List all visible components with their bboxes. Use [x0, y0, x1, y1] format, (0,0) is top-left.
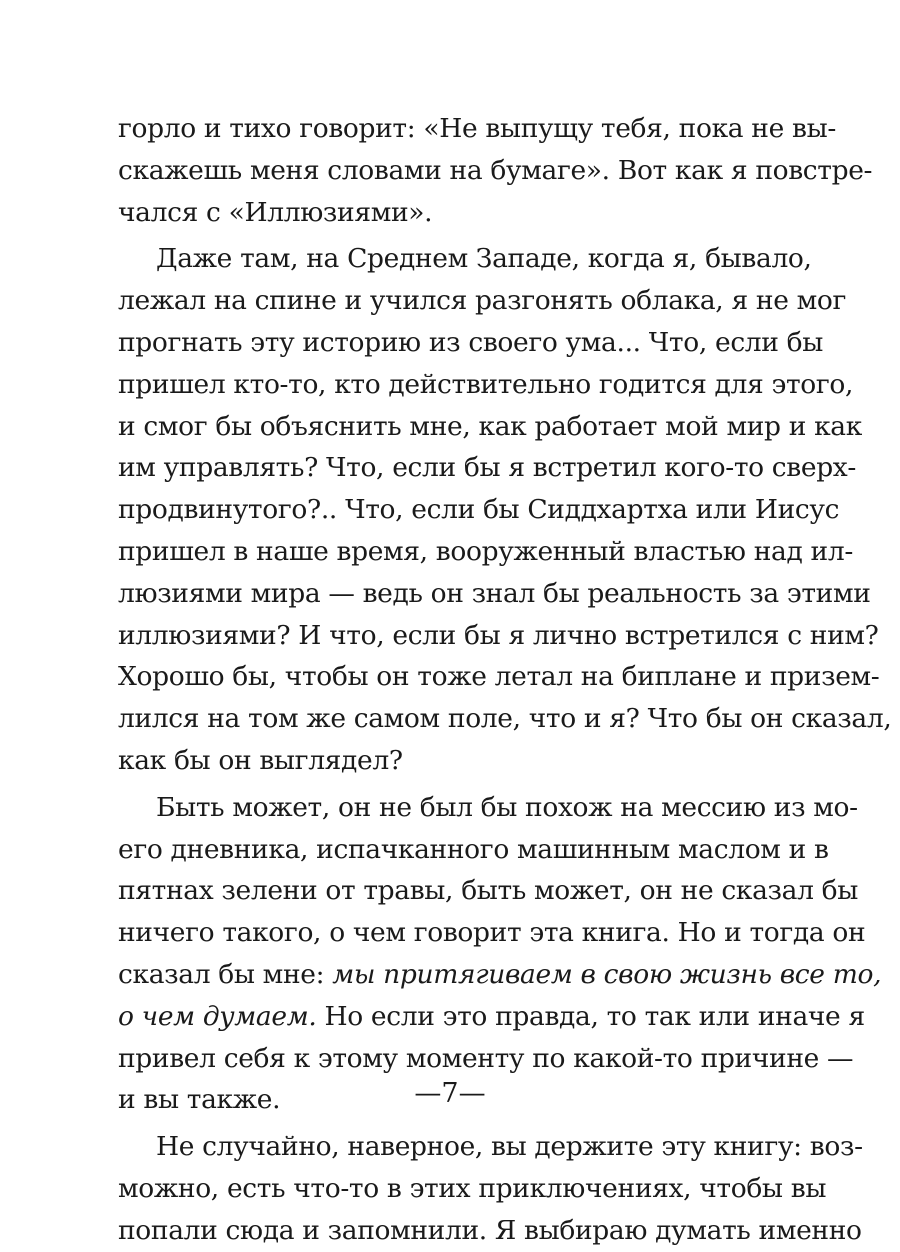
text-line-plain: Но если это правда, то так или иначе я: [316, 1000, 865, 1032]
text-line: [118, 954, 882, 996]
text-line: Хорошо бы, чтобы он тоже летал на биплане и призем-: [118, 661, 880, 693]
text-line: лился на том же самом поле, что и я? Что бы он сказал,: [118, 703, 892, 735]
text-line: привел себя к этому моменту по какой-то причине —: [118, 1042, 854, 1074]
text-line: продвинутого?.. Что, если бы Сиддхартха или Иисус: [118, 494, 840, 526]
text-line: Не случайно, наверное, вы держите эту книгу: воз-: [156, 1131, 863, 1163]
text-line: пришел в наше время, вооруженный властью над ил-: [118, 535, 853, 567]
text-line: его дневника, испачканного машинным маслом и в: [118, 833, 829, 865]
text-line: [118, 996, 865, 1038]
text-line: и смог бы объяснить мне, как работает мой мир и как: [118, 410, 862, 442]
text-line: как бы он выглядел?: [118, 744, 403, 776]
text-line: и вы также.: [118, 1084, 281, 1116]
text-line: ничего такого, о чем говорит эта книга. Но и тогда он: [118, 917, 866, 949]
text-line: попали сюда и запомнили. Я выбираю думать именно: [118, 1214, 862, 1246]
text-line: можно, есть что-то в этих приключениях, чтобы вы: [118, 1172, 827, 1204]
text-line: люзиями мира — ведь он знал бы реальность за этими: [118, 577, 871, 609]
text-line: скажешь меня словами на бумаге». Вот как я повстре-: [118, 154, 873, 186]
text-line-plain: сказал бы мне:: [118, 958, 333, 990]
page-number: —7—: [414, 1078, 486, 1109]
text-line: пятнах зелени от травы, быть может, он не сказал бы: [118, 875, 859, 907]
text-line: горло и тихо говорит: «Не выпущу тебя, пока не вы-: [118, 113, 836, 144]
text-line: иллюзиями? И что, если бы я лично встретился с ним?: [118, 619, 879, 651]
text-line-italic: о чем думаем.: [118, 1000, 317, 1032]
text-line: чался с «Иллюзиями».: [118, 196, 433, 228]
text-line: Даже там, на Среднем Западе, когда я, бывало,: [156, 243, 812, 275]
text-line: прогнать эту историю из своего ума... Что, если бы: [118, 326, 824, 358]
text-line: лежал на спине и учился разгонять облака, я не мог: [118, 285, 847, 317]
text-line-italic: мы притягиваем в свою жизнь все то,: [332, 958, 882, 990]
text-line: пришел кто-то, кто действительно годится для этого,: [118, 368, 854, 400]
text-line: Быть может, он не был бы похож на мессию из мо-: [156, 791, 858, 823]
text-line: им управлять? Что, если бы я встретил кого-то сверх-: [118, 452, 857, 484]
